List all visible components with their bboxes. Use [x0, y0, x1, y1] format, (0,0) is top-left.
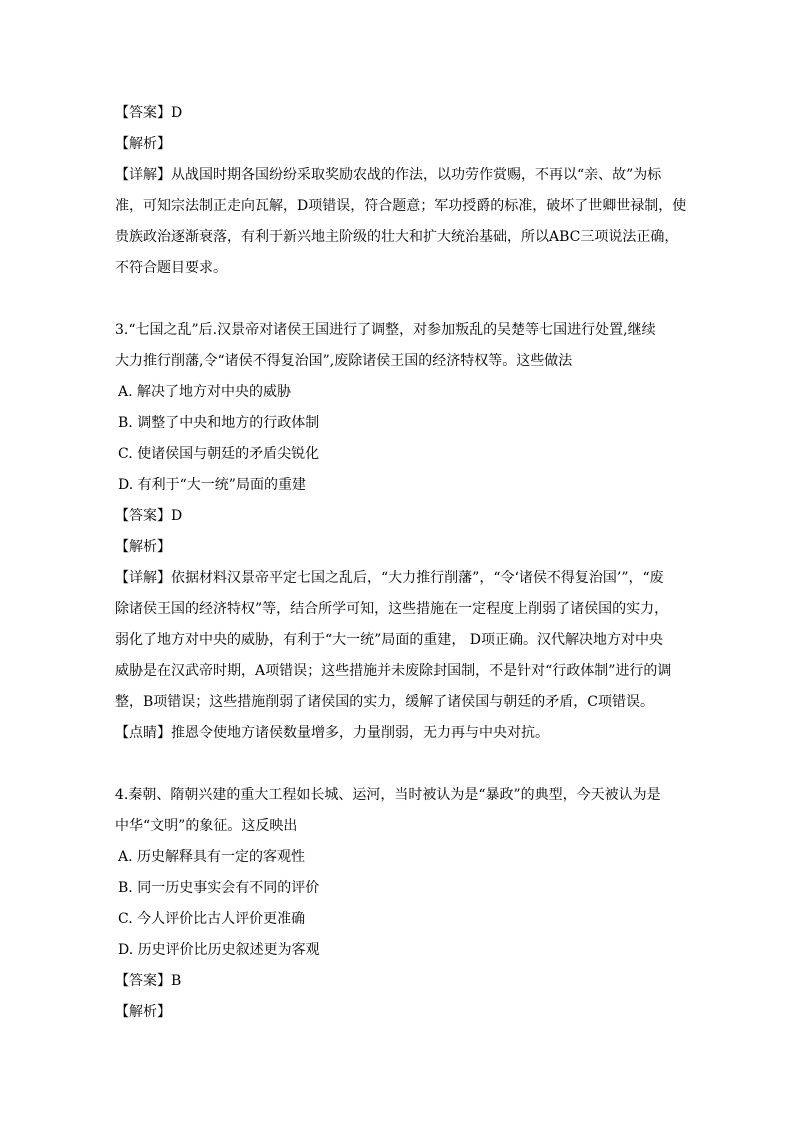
- option-a: A. 历史解释具有一定的客观性: [118, 849, 306, 865]
- explanation-line: 威胁是在汉武帝时期，A项错误；这些措施并未废除封国制，不是针对“行政体制”进行的调: [115, 663, 672, 679]
- question-3-stem: 大力推行削藩,令“诸侯不得复治国”,废除诸侯王国的经济特权等。这些做法: [115, 353, 573, 369]
- answer-line: 【答案】B: [115, 973, 182, 989]
- option-c: C. 使诸侯国与朝廷的矛盾尖锐化: [118, 446, 320, 462]
- answer-line: 【答案】D: [115, 105, 183, 121]
- explanation-line: 弱化了地方对中央的威胁，有利于“大一统”局面的重建， D项正确。汉代解决地方对中央: [115, 632, 663, 648]
- explanation-line: 不符合题目要求。: [115, 260, 227, 276]
- option-d: D. 有利于“大一统”局面的重建: [118, 477, 306, 493]
- option-b: B. 同一历史事实会有不同的评价: [118, 880, 320, 896]
- option-c: C. 今人评价比古人评价更准确: [118, 911, 306, 927]
- explanation-line: 整，B项错误；这些措施削弱了诸侯国的实力，缓解了诸侯国与朝廷的矛盾，C项错误。: [115, 694, 654, 710]
- question-4-stem: 4.秦朝、隋朝兴建的重大工程如长城、运河，当时被认为是“暴政”的典型，今天被认为是: [115, 787, 661, 803]
- answer-line: 【答案】D: [115, 508, 183, 524]
- explanation-line: 贵族政治逐渐衰落，有利于新兴地主阶级的壮大和扩大统治基础，所以ABC三项说法正确，: [115, 229, 679, 245]
- question-4-stem: 中华“文明”的象征。这反映出: [115, 818, 298, 834]
- explanation-line: 除诸侯王国的经济特权”等，结合所学可知，这些措施在一定程度上削弱了诸侯国的实力，: [115, 601, 669, 617]
- key-point-line: 【点睛】推恩令使地方诸侯数量增多，力量削弱，无力再与中央对抗。: [115, 725, 549, 741]
- explanation-line: 【详解】依据材料汉景帝平定七国之乱后，“大力推行削藩”，“令‘诸侯不得复治国’”，“废: [115, 570, 664, 586]
- explanation-line: 准，可知宗法制正走向瓦解，D项错误，符合题意；军功授爵的标准，破坏了世卿世禄制，使: [115, 198, 687, 214]
- analysis-heading: 【解析】: [115, 1004, 171, 1020]
- option-d: D. 历史评价比历史叙述更为客观: [118, 942, 320, 958]
- option-b: B. 调整了中央和地方的行政体制: [118, 415, 320, 431]
- analysis-heading: 【解析】: [115, 539, 171, 555]
- option-a: A. 解决了地方对中央的威胁: [118, 384, 292, 400]
- explanation-line: 【详解】从战国时期各国纷纷采取奖励农战的作法，以功劳作赏赐，不再以“亲、故”为标: [115, 167, 662, 183]
- question-3-stem: 3.“七国之乱”后.汉景帝对诸侯王国进行了调整，对参加叛乱的吴楚等七国进行处置,继续: [115, 322, 656, 338]
- analysis-heading: 【解析】: [115, 136, 171, 152]
